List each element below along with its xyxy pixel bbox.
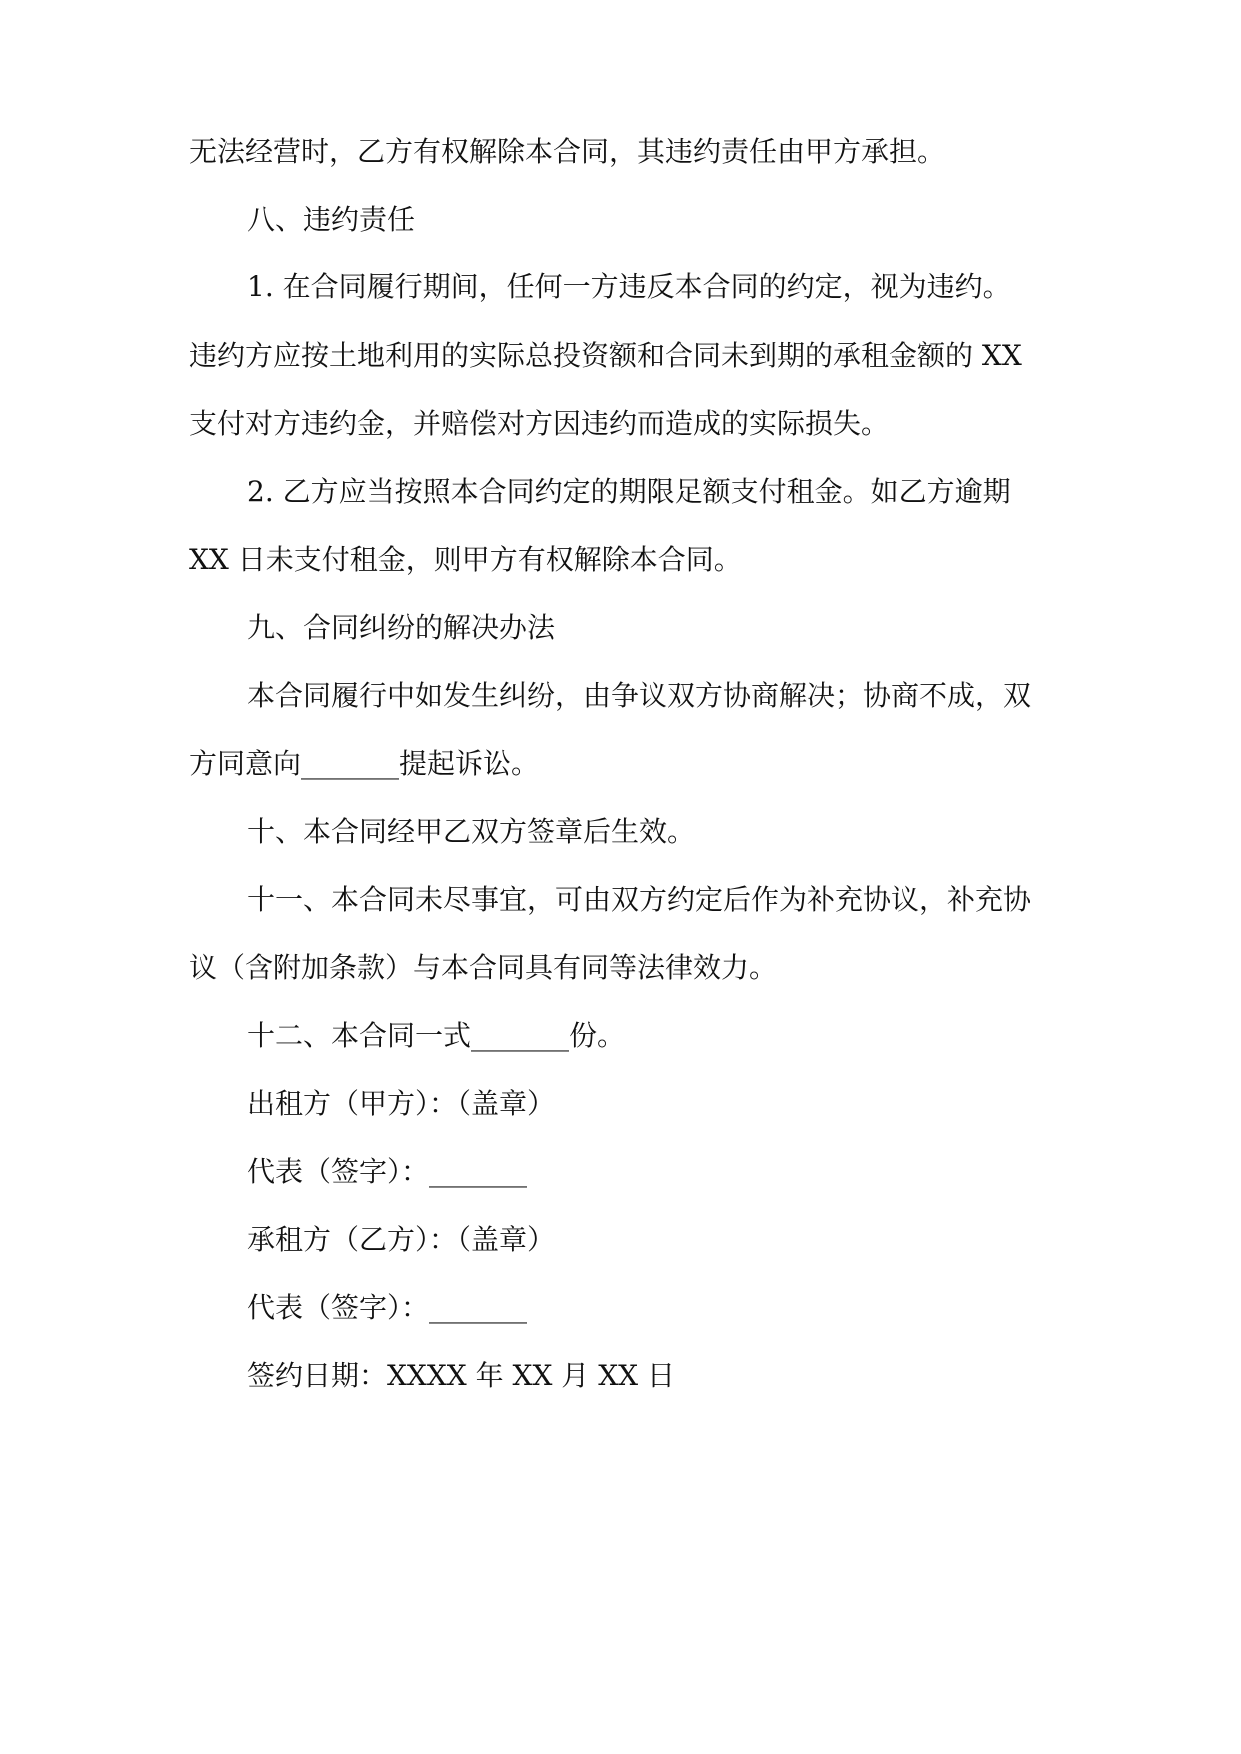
paragraph-line: 支付对方违约金，并赔偿对方因违约而造成的实际损失。	[189, 407, 890, 440]
section-heading: 十、本合同经甲乙双方签章后生效。	[247, 815, 696, 848]
section-heading: 八、违约责任	[247, 203, 416, 236]
paragraph-line: 1. 在合同履行期间，任何一方违反本合同的约定，视为违约。	[247, 270, 1011, 303]
signature-line-lessor: 出租方（甲方）：（盖章）	[247, 1087, 556, 1120]
paragraph-line: 十一、本合同未尽事宜，可由双方约定后作为补充协议，补充协	[247, 883, 1032, 916]
section-heading: 十二、本合同一式_______份。	[247, 1019, 626, 1052]
paragraph-line: 违约方应按土地利用的实际总投资额和合同未到期的承租金额的 XX	[189, 339, 1022, 372]
paragraph-line: 议（含附加条款）与本合同具有同等法律效力。	[189, 951, 778, 984]
section-heading: 九、合同纠纷的解决办法	[247, 611, 556, 644]
paragraph-line: XX 日未支付租金，则甲方有权解除本合同。	[189, 543, 742, 576]
signature-line-representative: 代表（签字）：_______	[247, 1155, 528, 1188]
paragraph-line: 本合同履行中如发生纠纷，由争议双方协商解决；协商不成，双	[247, 679, 1032, 712]
signature-line-representative: 代表（签字）：_______	[247, 1291, 528, 1324]
paragraph-line: 2. 乙方应当按照本合同约定的期限足额支付租金。如乙方逾期	[247, 475, 1011, 508]
paragraph-line: 方同意向_______提起诉讼。	[189, 747, 540, 780]
signature-line-lessee: 承租方（乙方）：（盖章）	[247, 1223, 556, 1256]
signing-date: 签约日期：XXXX 年 XX 月 XX 日	[247, 1359, 675, 1392]
paragraph-line: 无法经营时，乙方有权解除本合同，其违约责任由甲方承担。	[189, 135, 946, 168]
